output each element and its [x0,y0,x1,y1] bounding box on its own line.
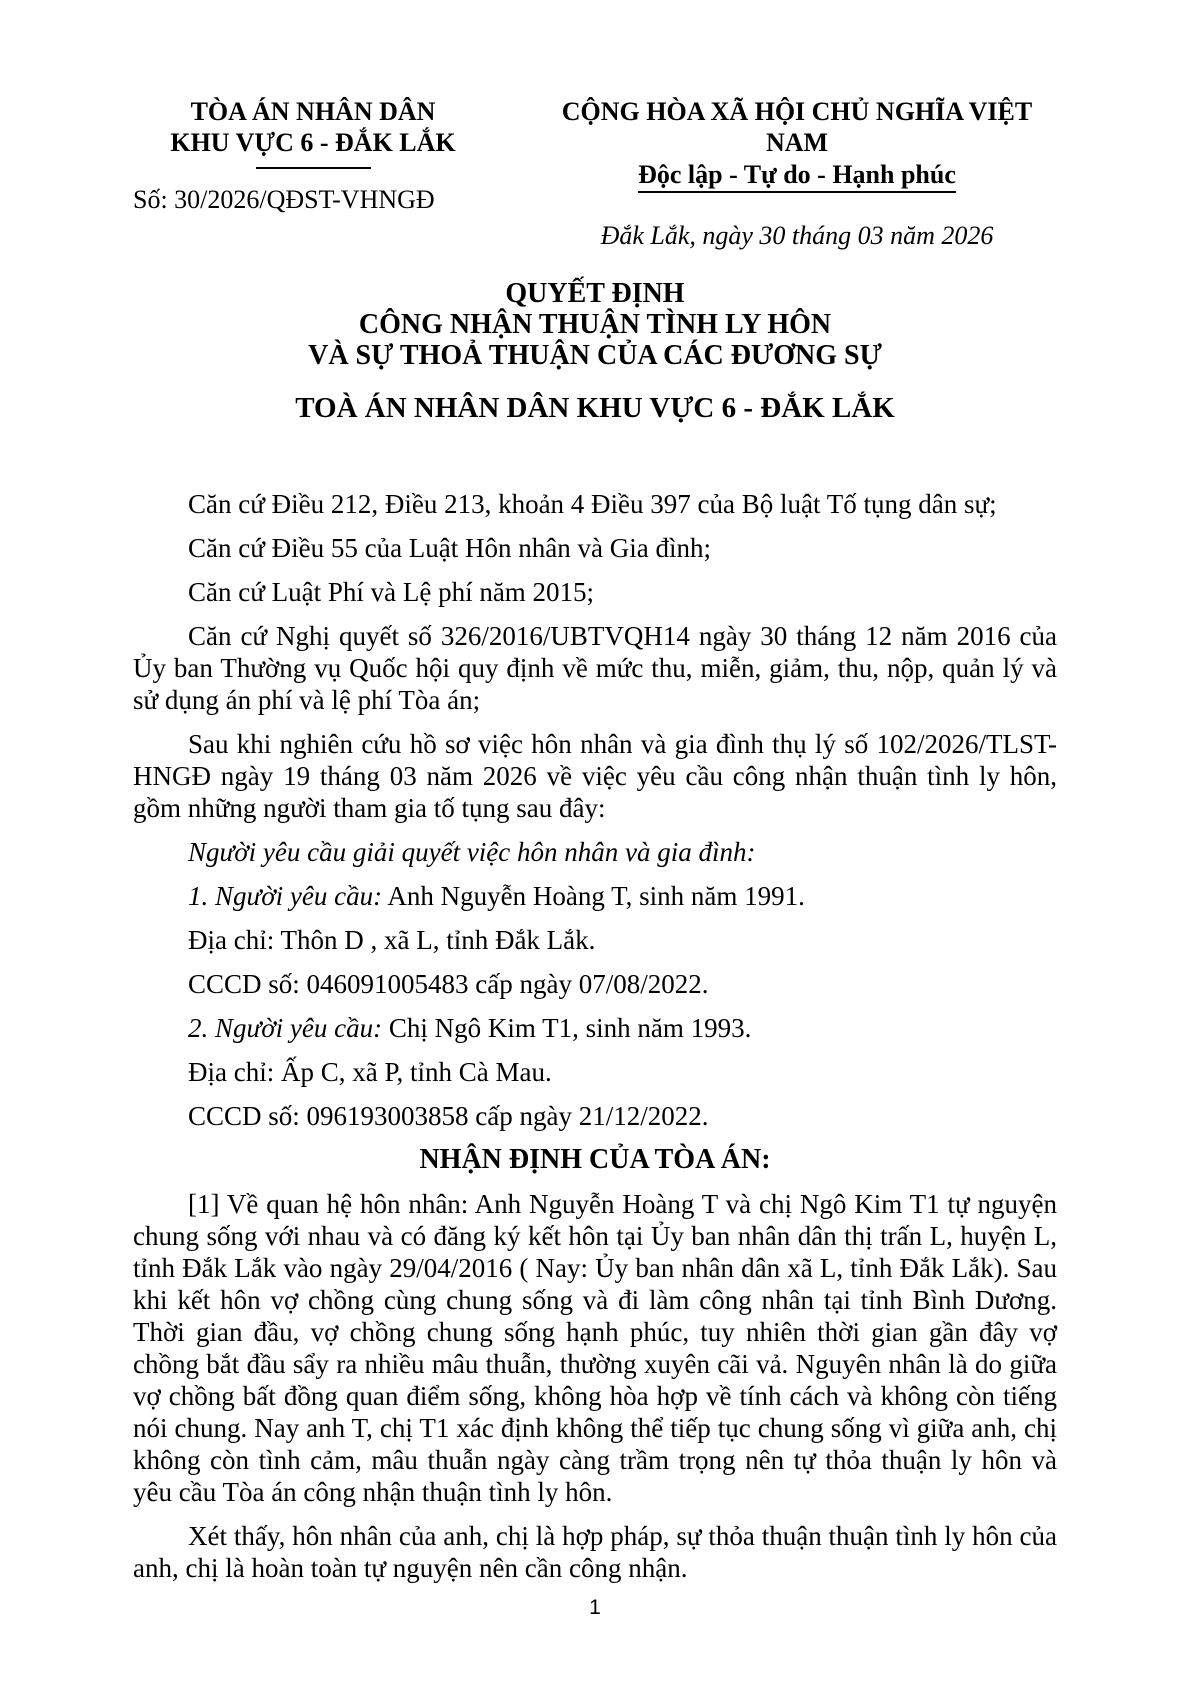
legal-basis-paragraph: Căn cứ Nghị quyết số 326/2016/UBTVQH14 ngày 30 tháng 12 năm 2016 của Ủy ban Thường vụ Quốc hội quy định về mức thu, miễn, giảm, thu, nộp, quản lý và sử dụng án phí và lệ phí Tòa án; [133,621,1057,715]
party-1-label: 1. Người yêu cầu: [188,881,383,911]
findings-paragraph-1: [1] Về quan hệ hôn nhân: Anh Nguyễn Hoàng T và chị Ngô Kim T1 tự nguyện chung sống với nhau và có đăng ký kết hôn tại Ủy ban nhân dân thị trấn L, huyện L, tỉnh Đắk Lắk vào ngày 29/04/2016 ( Nay: Ủy ban nhân dân xã L, tỉnh Đắk Lắk). Sau khi kết hôn vợ chồng cùng chung sống và đi làm công nhân tại tỉnh Bình Dương. Thời gian đầu, vợ chồng chung sống hạnh phúc, tuy nhiên thời gian gần đây vợ chồng bắt đầu sẩy ra nhiều mâu thuẫn, thường xuyên cãi vả. Nguyên nhân là do giữa vợ chồng bất đồng quan điểm sống, không hòa hợp về tính cách và không còn tiếng nói chung. Nay anh T, chị T1 xác định không thể tiếp tục chung sống vì giữa anh, chị không còn tình cảm, mâu thuẫn ngày càng trầm trọng nên tự thỏa thuận ly hôn và yêu cầu Tòa án công nhận thuận tình ly hôn. [133,1189,1057,1507]
case-intro-paragraph: Sau khi nghiên cứu hồ sơ việc hôn nhân và gia đình thụ lý số 102/2026/TLST-HNGĐ ngày 19 tháng 03 năm 2026 về việc yêu cầu công nhận thuận tình ly hôn, gồm những người tham gia tố tụng sau đây: [133,729,1057,823]
page-number: 1 [589,1596,601,1619]
party-2-label: 2. Người yêu cầu: [188,1013,383,1043]
party-item-1 [133,880,1057,912]
header-divider [256,167,371,169]
party-1-address: Địa chỉ: Thôn D , xã L, tỉnh Đắk Lắk. [188,925,596,955]
issuing-court-title: TOÀ ÁN NHÂN DÂN KHU VỰC 6 - ĐẮK LẮK [295,392,895,424]
parties-intro: Người yêu cầu giải quyết việc hôn nhân và gia đình: [188,837,756,867]
document-number: Số: 30/2026/QĐST-VHNGĐ [133,185,435,214]
date-line: Đắk Lắk, ngày 30 tháng 03 năm 2026 [600,221,994,250]
findings-heading: NHẬN ĐỊNH CỦA TÒA ÁN: [419,1144,771,1175]
findings-paragraph-2: Xét thấy, hôn nhân của anh, chị là hợp pháp, sự thỏa thuận thuận tình ly hôn của anh, chị là hoàn toàn tự nguyện nên cần công nhận. [133,1521,1057,1583]
document-header [133,96,1057,251]
document-body [133,488,1057,1584]
court-name: TÒA ÁN NHÂN DÂN [190,97,436,126]
party-2-id: CCCD số: 096193003858 cấp ngày 21/12/2022. [188,1101,709,1131]
national-header-block [537,96,1057,251]
decision-title-line3: VÀ SỰ THOẢ THUẬN CỦA CÁC ĐƯƠNG SỰ [308,340,882,371]
legal-basis-paragraph: Căn cứ Luật Phí và Lệ phí năm 2015; [188,577,595,607]
decision-title-line1: QUYẾT ĐỊNH [505,278,685,309]
party-2-value: Chị Ngô Kim T1, sinh năm 1993. [388,1013,752,1043]
party-2-address: Địa chỉ: Ấp C, xã P, tỉnh Cà Mau. [188,1057,552,1087]
decision-title-line2: CÔNG NHẬN THUẬN TÌNH LY HÔN [358,309,832,340]
party-item-2 [133,1012,1057,1044]
decision-title-block [133,278,1057,371]
national-title: CỘNG HÒA XÃ HỘI CHỦ NGHĨA VIỆT NAM [561,97,1033,157]
legal-basis-paragraph: Căn cứ Điều 55 của Luật Hôn nhân và Gia đình; [188,533,711,563]
legal-basis-paragraph: Căn cứ Điều 212, Điều 213, khoản 4 Điều 397 của Bộ luật Tố tụng dân sự; [188,489,997,519]
court-region: KHU VỰC 6 - ĐẮK LẮK [170,128,456,157]
court-header-block [133,96,493,215]
national-motto: Độc lập - Tự do - Hạnh phúc [638,159,956,193]
party-1-id: CCCD số: 046091005483 cấp ngày 07/08/2022. [188,969,709,999]
party-1-value: Anh Nguyễn Hoàng T, sinh năm 1991. [387,881,805,911]
